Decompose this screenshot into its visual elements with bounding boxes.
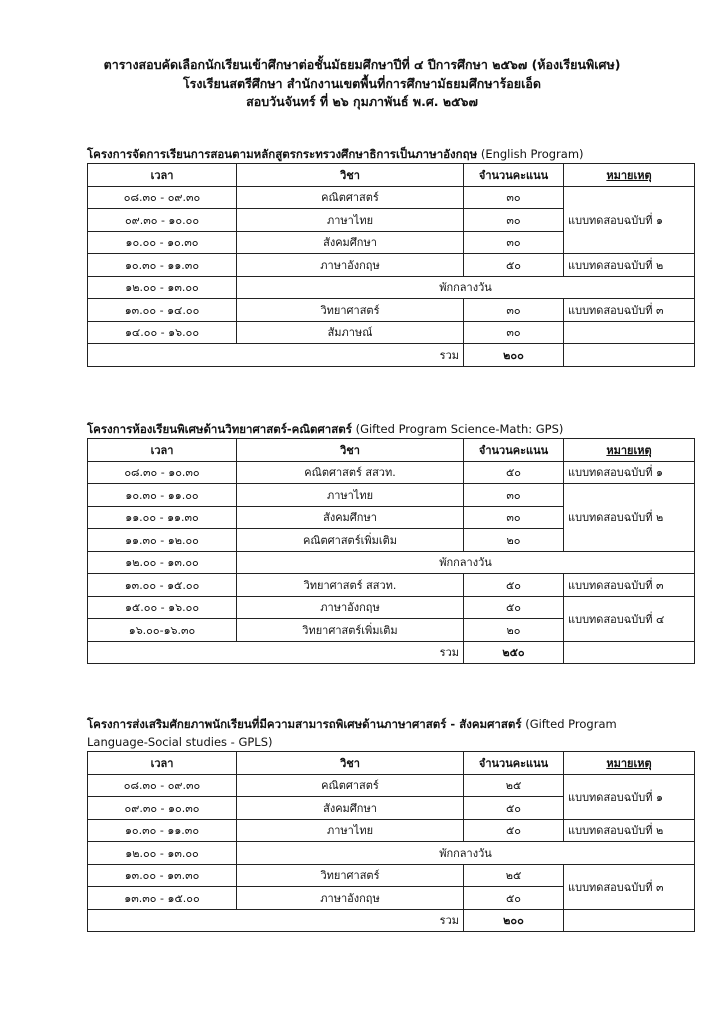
cell-note: แบบทดสอบฉบับที่ ๓ bbox=[564, 864, 695, 909]
document-header bbox=[0, 56, 724, 112]
table-row bbox=[88, 484, 695, 507]
cell-score: ๕๐ bbox=[464, 574, 564, 597]
cell-subject: ภาษาไทย bbox=[237, 209, 464, 232]
cell-note: แบบทดสอบฉบับที่ ๓ bbox=[564, 574, 695, 597]
cell-note: แบบทดสอบฉบับที่ ๒ bbox=[564, 254, 695, 277]
cell-score: ๕๐ bbox=[464, 797, 564, 820]
cell-time: ๑๓.๐๐ - ๑๕.๐๐ bbox=[88, 574, 237, 597]
col-header-subject: วิชา bbox=[237, 439, 464, 462]
table-row bbox=[88, 321, 695, 344]
break-row bbox=[88, 551, 695, 574]
header-school: โรงเรียนสตรีศึกษา สำนักงานเขตพื้นที่การศึกษามัธยมศึกษาร้อยเอ็ด bbox=[182, 75, 542, 91]
cell-total-label: รวม bbox=[88, 641, 464, 664]
col-header-score: จำนวนคะแนน bbox=[464, 752, 564, 775]
table-row bbox=[88, 864, 695, 887]
cell-subject: ภาษาไทย bbox=[237, 484, 464, 507]
header-exam-date: สอบวันจันทร์ ที่ ๒๖ กุมภาพันธ์ พ.ศ. ๒๕๖๗ bbox=[246, 94, 478, 109]
cell-subject: วิทยาศาสตร์ bbox=[237, 864, 464, 887]
cell-lunch-break: พักกลางวัน bbox=[237, 551, 695, 574]
cell-score: ๓๐ bbox=[464, 506, 564, 529]
cell-score: ๓๐ bbox=[464, 209, 564, 232]
total-row bbox=[88, 344, 695, 367]
cell-subject: คณิตศาสตร์เพิ่มเติม bbox=[237, 529, 464, 552]
cell-note: แบบทดสอบฉบับที่ ๑ bbox=[564, 186, 695, 254]
cell-note: แบบทดสอบฉบับที่ ๔ bbox=[564, 596, 695, 641]
cell-subject: วิทยาศาสตร์ bbox=[237, 299, 464, 322]
col-header-time: เวลา bbox=[88, 164, 237, 187]
cell-time: ๑๖.๐๐-๑๖.๓๐ bbox=[88, 619, 237, 642]
cell-score: ๓๐ bbox=[464, 186, 564, 209]
cell-subject: ภาษาอังกฤษ bbox=[237, 596, 464, 619]
col-header-note: หมายเหตุ bbox=[564, 439, 695, 462]
section-english-program bbox=[87, 145, 694, 367]
cell-score: ๒๐ bbox=[464, 619, 564, 642]
section-title-en: (Gifted Program bbox=[521, 717, 617, 731]
cell-time: ๐๘.๓๐ - ๐๙.๓๐ bbox=[88, 774, 237, 797]
cell-time: ๑๒.๐๐ - ๑๓.๐๐ bbox=[88, 276, 237, 299]
cell-note: แบบทดสอบฉบับที่ ๓ bbox=[564, 299, 695, 322]
break-row bbox=[88, 842, 695, 865]
table-header-row bbox=[88, 439, 695, 462]
cell-time: ๑๐.๐๐ - ๑๐.๓๐ bbox=[88, 231, 237, 254]
break-row bbox=[88, 276, 695, 299]
table-header-row bbox=[88, 164, 695, 187]
cell-note: แบบทดสอบฉบับที่ ๑ bbox=[564, 774, 695, 819]
total-row bbox=[88, 909, 695, 932]
cell-score: ๓๐ bbox=[464, 484, 564, 507]
cell-time: ๑๓.๓๐ - ๑๕.๐๐ bbox=[88, 887, 237, 910]
col-header-subject: วิชา bbox=[237, 752, 464, 775]
cell-time: ๑๒.๐๐ - ๑๓.๐๐ bbox=[88, 551, 237, 574]
table-row bbox=[88, 596, 695, 619]
table-row bbox=[88, 774, 695, 797]
cell-lunch-break: พักกลางวัน bbox=[237, 842, 695, 865]
cell-total-value: ๒๐๐ bbox=[464, 344, 564, 367]
col-header-score: จำนวนคะแนน bbox=[464, 439, 564, 462]
table-row bbox=[88, 186, 695, 209]
cell-note-empty bbox=[564, 641, 695, 664]
section-title bbox=[87, 715, 694, 733]
cell-subject: คณิตศาสตร์ bbox=[237, 186, 464, 209]
cell-time: ๐๘.๓๐ - ๐๙.๓๐ bbox=[88, 186, 237, 209]
table-row bbox=[88, 819, 695, 842]
cell-time: ๑๔.๐๐ - ๑๖.๐๐ bbox=[88, 321, 237, 344]
section-title-th: โครงการจัดการเรียนการสอนตามหลักสูตรกระทรวงศึกษาธิการเป็นภาษาอังกฤษ bbox=[87, 147, 478, 161]
schedule-table bbox=[87, 438, 695, 664]
table-row bbox=[88, 574, 695, 597]
cell-score: ๕๐ bbox=[464, 596, 564, 619]
col-header-note: หมายเหตุ bbox=[564, 752, 695, 775]
cell-score: ๒๕ bbox=[464, 774, 564, 797]
cell-time: ๑๑.๐๐ - ๑๑.๓๐ bbox=[88, 506, 237, 529]
cell-note bbox=[564, 321, 695, 344]
col-header-subject: วิชา bbox=[237, 164, 464, 187]
cell-total-label: รวม bbox=[88, 909, 464, 932]
cell-subject: วิทยาศาสตร์เพิ่มเติม bbox=[237, 619, 464, 642]
schedule-table bbox=[87, 751, 695, 932]
cell-score: ๓๐ bbox=[464, 299, 564, 322]
cell-subject: คณิตศาสตร์ สสวท. bbox=[237, 461, 464, 484]
cell-subject: สังคมศึกษา bbox=[237, 506, 464, 529]
section-title-en: (English Program) bbox=[477, 147, 584, 161]
cell-subject: สังคมศึกษา bbox=[237, 231, 464, 254]
cell-score: ๕๐ bbox=[464, 887, 564, 910]
cell-note: แบบทดสอบฉบับที่ ๒ bbox=[564, 484, 695, 552]
section-title-en: (Gifted Program Science-Math: GPS) bbox=[351, 422, 564, 436]
table-header-row bbox=[88, 752, 695, 775]
cell-note: แบบทดสอบฉบับที่ ๒ bbox=[564, 819, 695, 842]
table-row bbox=[88, 254, 695, 277]
cell-time: ๑๒.๐๐ - ๑๓.๐๐ bbox=[88, 842, 237, 865]
section-gifted-language-social bbox=[87, 715, 694, 932]
col-header-time: เวลา bbox=[88, 439, 237, 462]
cell-total-value: ๒๕๐ bbox=[464, 641, 564, 664]
cell-time: ๑๐.๓๐ - ๑๑.๓๐ bbox=[88, 254, 237, 277]
cell-total-label: รวม bbox=[88, 344, 464, 367]
section-title bbox=[87, 145, 694, 163]
cell-score: ๕๐ bbox=[464, 461, 564, 484]
cell-time: ๑๓.๐๐ - ๑๔.๐๐ bbox=[88, 299, 237, 322]
cell-score: ๒๐ bbox=[464, 529, 564, 552]
cell-time: ๑๕.๐๐ - ๑๖.๐๐ bbox=[88, 596, 237, 619]
header-title: ตารางสอบคัดเลือกนักเรียนเข้าศึกษาต่อชั้นมัธยมศึกษาปีที่ ๔ ปีการศึกษา ๒๕๖๗ (ห้องเรียนพิเศษ) bbox=[103, 57, 621, 72]
section-title-en-cont: Language-Social studies - GPLS) bbox=[87, 735, 273, 749]
cell-lunch-break: พักกลางวัน bbox=[237, 276, 695, 299]
schedule-table bbox=[87, 163, 695, 367]
section-title-th: โครงการส่งเสริมศักยภาพนักเรียนที่มีความสามารถพิเศษด้านภาษาศาสตร์ - สังคมศาสตร์ bbox=[87, 717, 522, 731]
col-header-time: เวลา bbox=[88, 752, 237, 775]
cell-score: ๒๕ bbox=[464, 864, 564, 887]
cell-subject: ภาษาอังกฤษ bbox=[237, 254, 464, 277]
cell-note: แบบทดสอบฉบับที่ ๑ bbox=[564, 461, 695, 484]
cell-time: ๐๙.๓๐ - ๑๐.๓๐ bbox=[88, 797, 237, 820]
cell-time: ๑๐.๓๐ - ๑๑.๓๐ bbox=[88, 819, 237, 842]
cell-score: ๕๐ bbox=[464, 819, 564, 842]
table-row bbox=[88, 299, 695, 322]
cell-subject: วิทยาศาสตร์ สสวท. bbox=[237, 574, 464, 597]
section-title bbox=[87, 420, 694, 438]
cell-note-empty bbox=[564, 909, 695, 932]
total-row bbox=[88, 641, 695, 664]
section-title-th: โครงการห้องเรียนพิเศษด้านวิทยาศาสตร์-คณิตศาสตร์ bbox=[87, 422, 352, 436]
cell-time: ๑๓.๐๐ - ๑๓.๓๐ bbox=[88, 864, 237, 887]
section-gifted-science-math bbox=[87, 420, 694, 664]
cell-subject: ภาษาอังกฤษ bbox=[237, 887, 464, 910]
table-row bbox=[88, 461, 695, 484]
cell-time: ๑๐.๓๐ - ๑๑.๐๐ bbox=[88, 484, 237, 507]
cell-subject: สังคมศึกษา bbox=[237, 797, 464, 820]
cell-total-value: ๒๐๐ bbox=[464, 909, 564, 932]
cell-score: ๓๐ bbox=[464, 231, 564, 254]
col-header-score: จำนวนคะแนน bbox=[464, 164, 564, 187]
cell-subject: ภาษาไทย bbox=[237, 819, 464, 842]
cell-score: ๓๐ bbox=[464, 321, 564, 344]
cell-time: ๐๘.๓๐ - ๑๐.๓๐ bbox=[88, 461, 237, 484]
cell-time: ๐๙.๓๐ - ๑๐.๐๐ bbox=[88, 209, 237, 232]
col-header-note: หมายเหตุ bbox=[564, 164, 695, 187]
cell-score: ๕๐ bbox=[464, 254, 564, 277]
cell-subject: สัมภาษณ์ bbox=[237, 321, 464, 344]
cell-subject: คณิตศาสตร์ bbox=[237, 774, 464, 797]
cell-note-empty bbox=[564, 344, 695, 367]
cell-time: ๑๑.๓๐ - ๑๒.๐๐ bbox=[88, 529, 237, 552]
